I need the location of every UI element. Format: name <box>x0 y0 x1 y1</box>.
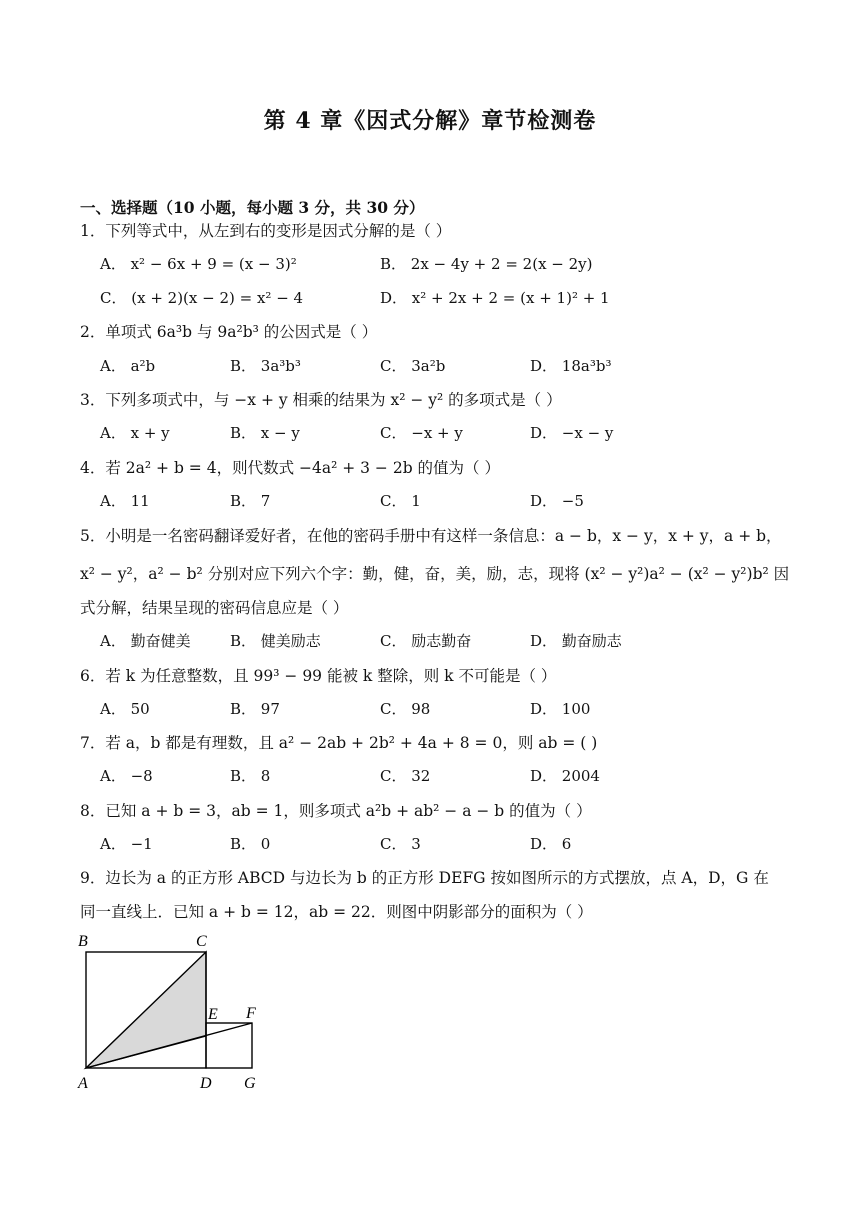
question-8-option-d: D． 6 <box>530 835 572 853</box>
question-5-option-d: D． 勤奋励志 <box>530 632 622 650</box>
question-8-option-c: C． 3 <box>380 835 421 853</box>
square-figure <box>70 925 270 1095</box>
label-b: B <box>78 933 88 950</box>
question-6-option-d: D． 100 <box>530 700 591 718</box>
label-e: E <box>208 1006 218 1023</box>
label-c: C <box>196 933 207 950</box>
question-4-option-b: B． 7 <box>230 492 271 510</box>
question-9-stem-line-1: 9．边长为 a 的正方形 ABCD 与边长为 b 的正方形 DEFG 按如图所示的方式摆放，点 A，D，G 在 <box>80 869 769 887</box>
question-7-option-d: D． 2004 <box>530 767 600 785</box>
question-3-option-d: D． −x − y <box>530 424 614 442</box>
question-7-option-c: C． 32 <box>380 767 431 785</box>
question-1-option-d: D． x² + 2x + 2 = (x + 1)² + 1 <box>380 289 610 307</box>
question-4-option-d: D． −5 <box>530 492 584 510</box>
question-1-stem: 1．下列等式中，从左到右的变形是因式分解的是（ ） <box>80 222 452 240</box>
section-heading: 一、选择题（10 小题，每小题 3 分，共 30 分） <box>80 198 425 217</box>
question-2-stem: 2．单项式 6a³b 与 9a²b³ 的公因式是（ ） <box>80 323 378 341</box>
label-a: A <box>78 1075 88 1092</box>
label-d: D <box>200 1075 212 1092</box>
shaded-triangle <box>86 952 206 1068</box>
question-3-stem: 3．下列多项式中，与 −x + y 相乘的结果为 x² − y² 的多项式是（ ） <box>80 391 562 409</box>
question-8-option-a: A． −1 <box>100 835 153 853</box>
question-6-stem: 6．若 k 为任意整数，且 99³ − 99 能被 k 整除，则 k 不可能是（ ） <box>80 667 557 685</box>
question-8-stem: 8．已知 a + b = 3，ab = 1，则多项式 a²b + ab² − a − b 的值为（ ） <box>80 802 592 820</box>
question-9-stem-line-2: 同一直线上．已知 a + b = 12，ab = 22．则图中阴影部分的面积为（ ） <box>80 903 593 921</box>
question-7-option-b: B． 8 <box>230 767 271 785</box>
question-6-option-a: A． 50 <box>100 700 150 718</box>
question-5-option-a: A． 勤奋健美 <box>100 632 191 650</box>
question-4-option-c: C． 1 <box>380 492 421 510</box>
question-3-option-c: C． −x + y <box>380 424 463 442</box>
question-1-option-a: A． x² − 6x + 9 = (x − 3)² <box>100 255 297 273</box>
question-3-option-a: A． x + y <box>100 424 170 442</box>
question-4-option-a: A． 11 <box>100 492 150 510</box>
question-5-option-b: B． 健美励志 <box>230 632 321 650</box>
page-title: 第 4 章《因式分解》章节检测卷 <box>263 108 597 134</box>
question-2-option-b: B． 3a³b³ <box>230 357 301 375</box>
question-2-option-a: A． a²b <box>100 357 156 375</box>
question-1-option-c: C． (x + 2)(x − 2) = x² − 4 <box>100 289 304 307</box>
question-3-option-b: B． x − y <box>230 424 300 442</box>
question-6-option-b: B． 97 <box>230 700 280 718</box>
question-5-stem-line-2: x² − y²，a² − b² 分别对应下列六个字：勤，健，奋，美，励，志，现将 (x² − y²)a² − (x² − y²)b² 因 <box>80 565 790 583</box>
label-g: G <box>244 1075 256 1092</box>
question-7-stem: 7．若 a，b 都是有理数，且 a² − 2ab + 2b² + 4a + 8 = 0，则 ab = ( ) <box>80 734 598 752</box>
question-2-option-d: D． 18a³b³ <box>530 357 612 375</box>
question-6-option-c: C． 98 <box>380 700 431 718</box>
label-f: F <box>246 1005 256 1022</box>
question-2-option-c: C． 3a²b <box>380 357 446 375</box>
question-5-option-c: C． 励志勤奋 <box>380 632 472 650</box>
question-8-option-b: B． 0 <box>230 835 271 853</box>
question-5-stem-line-1: 5．小明是一名密码翻译爱好者，在他的密码手册中有这样一条信息：a − b，x − y，x + y，a + b， <box>80 527 782 545</box>
question-4-stem: 4．若 2a² + b = 4，则代数式 −4a² + 3 − 2b 的值为（ ） <box>80 459 500 477</box>
question-1-option-b: B． 2x − 4y + 2 = 2(x − 2y) <box>380 255 593 273</box>
question-7-option-a: A． −8 <box>100 767 153 785</box>
question-5-stem-line-3: 式分解，结果呈现的密码信息应是（ ） <box>80 599 349 617</box>
